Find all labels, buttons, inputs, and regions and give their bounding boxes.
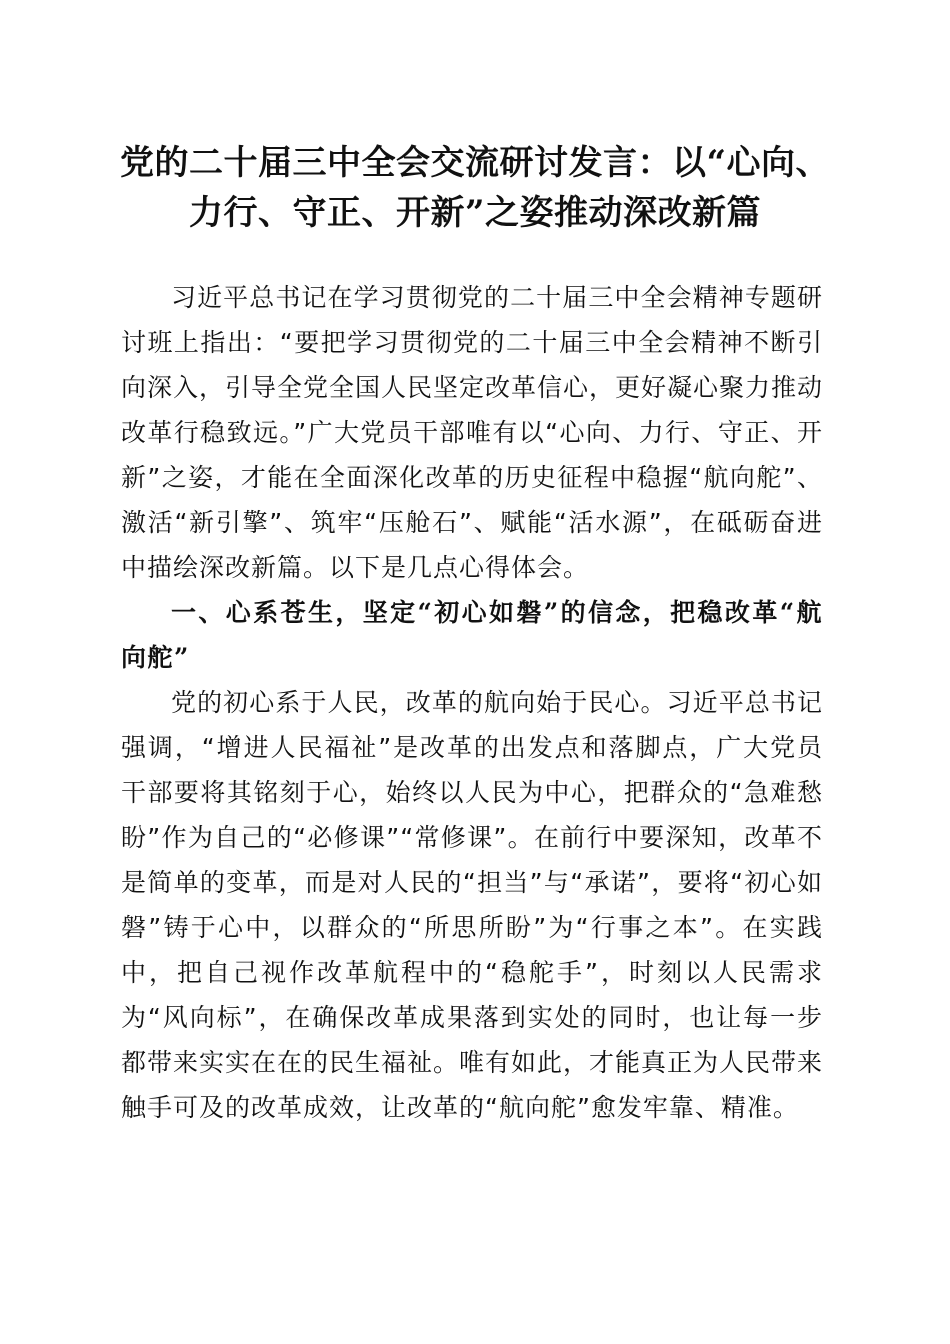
document-body — [121, 275, 823, 1130]
title-line-2: 力行、守正、开新”之姿推动深改新篇 — [188, 193, 762, 233]
section-heading-1: 一、心系苍生，坚定“初心如磐”的信念，把稳改革“航向舵” — [121, 598, 823, 672]
intro-paragraph: 习近平总书记在学习贯彻党的二十届三中全会精神专题研讨班上指出：“要把学习贯彻党的二十届三中全会精神不断引向深入，引导全党全国人民坚定改革信心，更好凝心聚力推动改革行稳致远。”广大党员干部唯有以“心向、力行、守正、开新”之姿，才能在全面深化改革的历史征程中稳握“航向舵”、激活“新引擎”、筑牢“压舱石”、赋能“活水源”，在砥砺奋进中描绘深改新篇。以下是几点心得体会。 — [121, 283, 824, 582]
title-line-1: 党的二十届三中全会交流研讨发言：以“心向、 — [119, 143, 831, 183]
document-title — [100, 138, 850, 238]
section-1-paragraph: 党的初心系于人民，改革的航向始于民心。习近平总书记强调，“增进人民福祉”是改革的出发点和落脚点，广大党员干部要将其铭刻于心，始终以人民为中心，把群众的“急难愁盼”作为自己的“必修课”“常修课”。在前行中要深知，改革不是简单的变革，而是对人民的“担当”与“承诺”，要将“初心如磐”铸于心中，以群众的“所思所盼”为“行事之本”。在实践中，把自己视作改革航程中的“稳舵手”，时刻以人民需求为“风向标”，在确保改革成果落到实处的同时，也让每一步都带来实实在在的民生福祉。唯有如此，才能真正为人民带来触手可及的改革成效，让改革的“航向舵”愈发牢靠、精准。 — [121, 688, 824, 1122]
